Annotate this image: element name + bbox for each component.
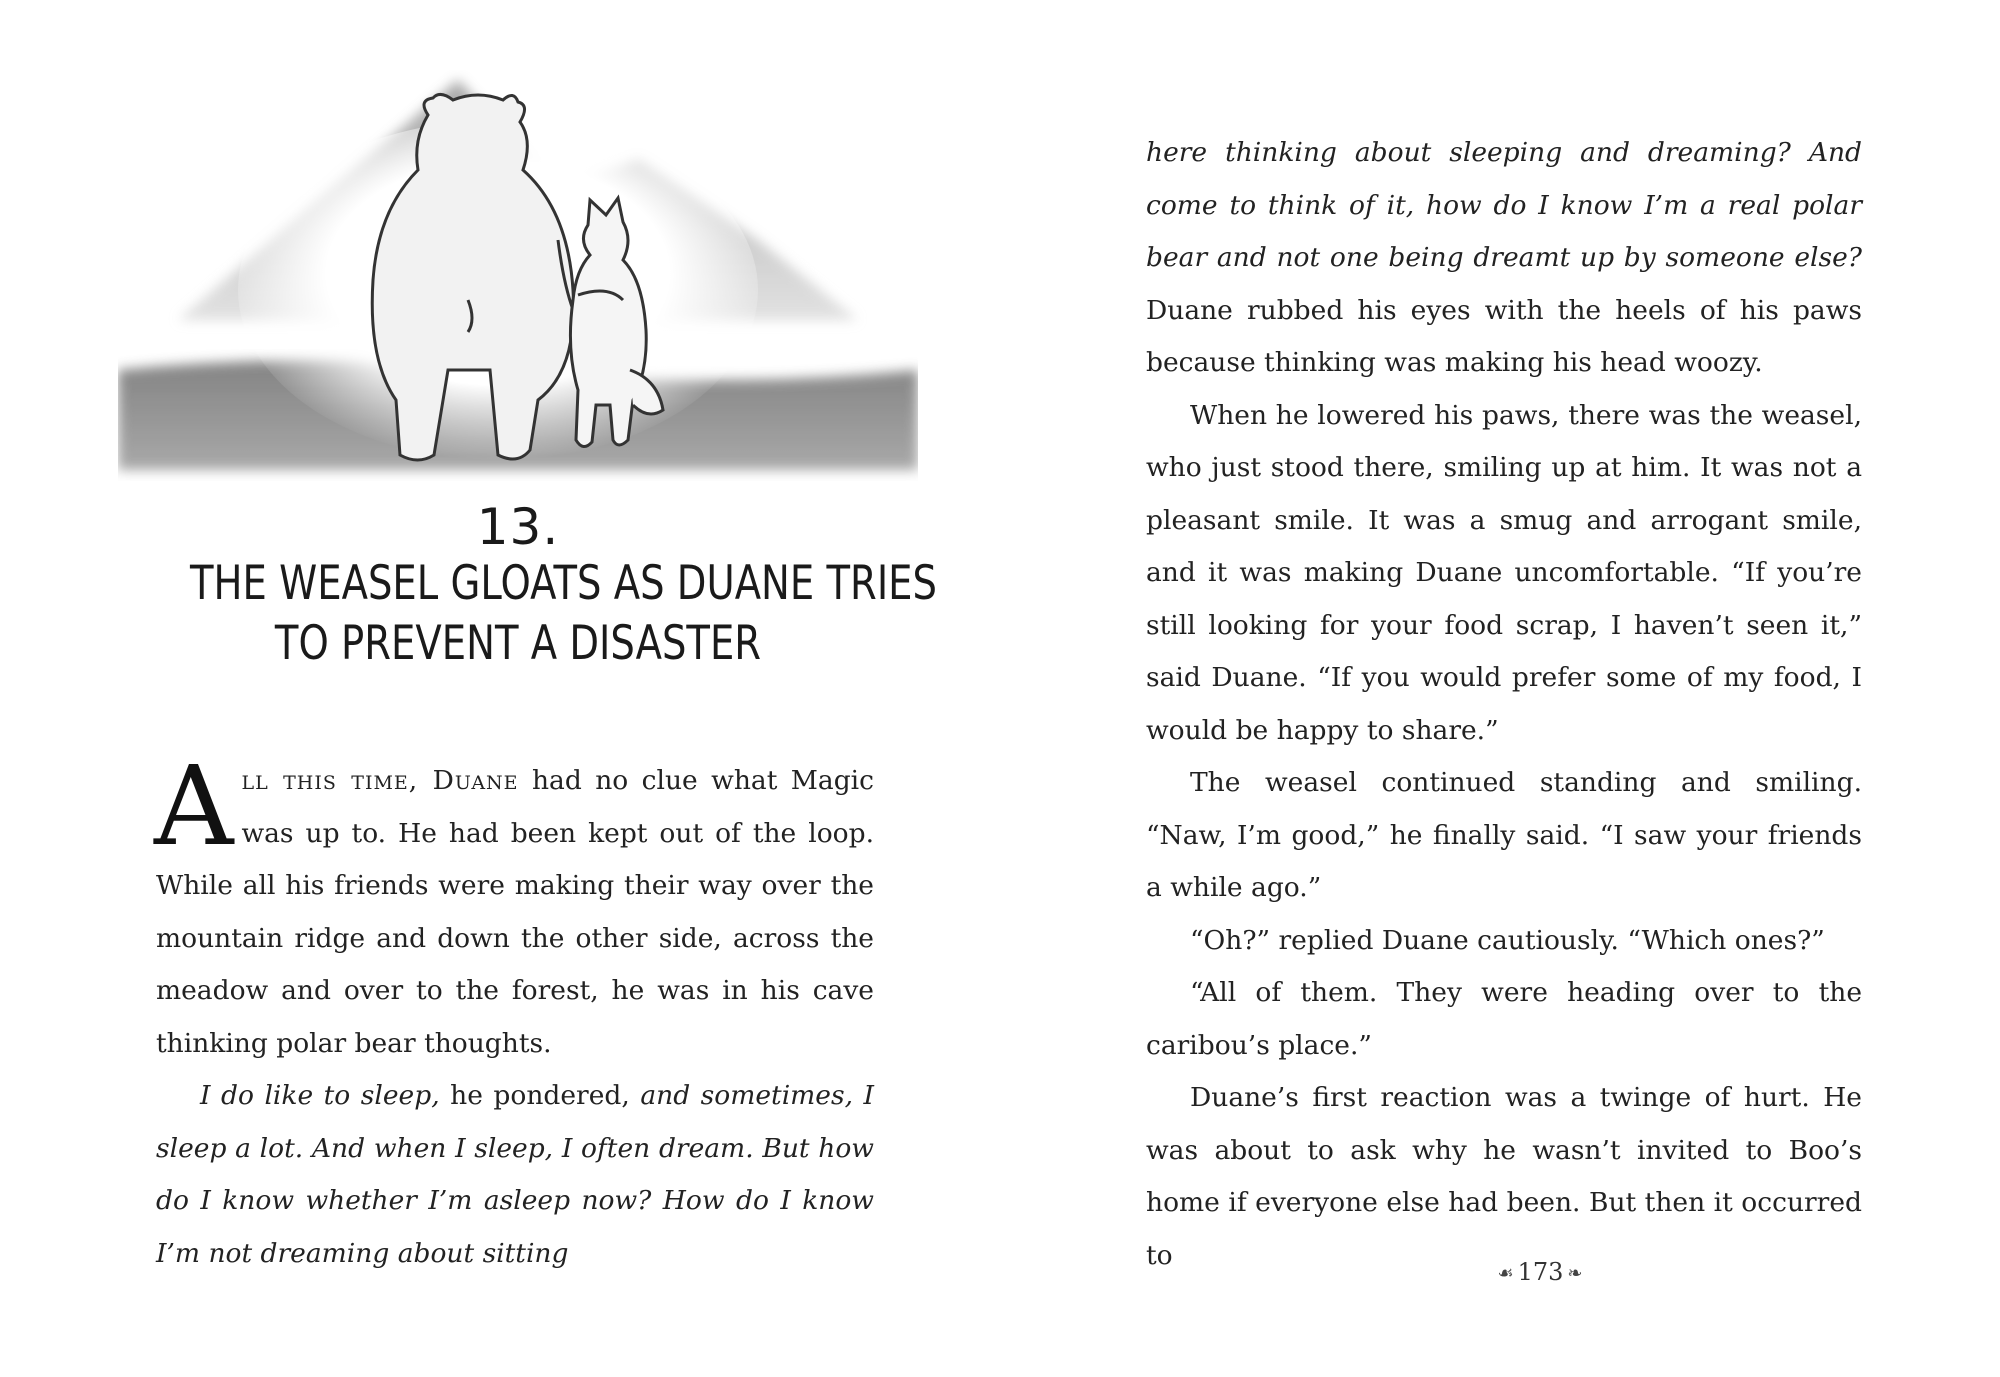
paragraph: The weasel continued standing and smiling. “Naw, I’m good,” he finally said. “I saw your friends a while ago.” <box>1146 767 1862 903</box>
chapter-title-line-1: THE WEASEL GLOATS AS DUANE TRIES <box>190 556 938 611</box>
narration-text: he pondered, <box>439 1080 641 1111</box>
ornament-right-icon: ❧ <box>1567 1263 1583 1284</box>
chapter-illustration <box>118 70 918 490</box>
paragraph: When he lowered his paws, there was the weasel, who just stood there, smiling up at him. It was not a pleasant smile. It was a smug and arrogant smile, and it was making Duane uncomfortable. “If you’re still looking for your food scrap, I haven’t seen it,” said Duane. “If you would prefer some of my food, I would be happy to share.” <box>1146 399 1862 746</box>
chapter-number: 13. <box>476 498 560 556</box>
chapter-title-line-2: TO PREVENT A DISASTER <box>274 616 762 671</box>
left-page-text <box>154 742 875 1280</box>
opening-text: had no clue what Magic was up to. He had been kept out of the loop. While all his friends were making their way over the mountain ridge and down the other side, across the meadow and over to the forest, he was in his cave thinking polar bear thoughts. <box>156 765 874 1059</box>
right-page-text <box>1146 127 1862 1282</box>
polar-bear-and-weasel-illustration <box>118 70 918 490</box>
thought-text: I do like to sleep, <box>200 1080 440 1111</box>
paragraph: “Oh?” replied Duane cautiously. “Which ones?” <box>1190 924 1825 956</box>
chapter-title <box>190 554 938 674</box>
narration-text: Duane rubbed his eyes with the heels of his paws because thinking was making his head woozy. <box>1146 294 1862 378</box>
opening-paragraph <box>154 742 874 1070</box>
drop-cap: A <box>154 742 234 870</box>
thought-text: and sometimes, I sleep a lot. And when I sleep, I often dream. But how do I know whether I’m asleep now? How do I know I’m not dreaming about sitting <box>156 1080 875 1269</box>
paragraph <box>1146 127 1862 390</box>
paragraph: Duane’s first reaction was a twinge of hurt. He was about to ask why he wasn’t invited to Boo’s home if everyone else had been. But then it occurred to <box>1146 1082 1862 1271</box>
page-folio <box>1440 1258 1640 1286</box>
paragraph: “All of them. They were heading over to the caribou’s place.” <box>1146 977 1862 1061</box>
ornament-left-icon: ☙ <box>1497 1263 1514 1284</box>
page-number: 173 <box>1517 1258 1564 1286</box>
paragraph <box>156 1070 874 1280</box>
thought-text: here thinking about sleeping and dreaming? And come to think of it, how do I know I’m a real polar bear and not one being dreamt up by someone else? <box>1146 137 1862 273</box>
opening-smallcaps: ll this time, Duane <box>241 765 519 796</box>
